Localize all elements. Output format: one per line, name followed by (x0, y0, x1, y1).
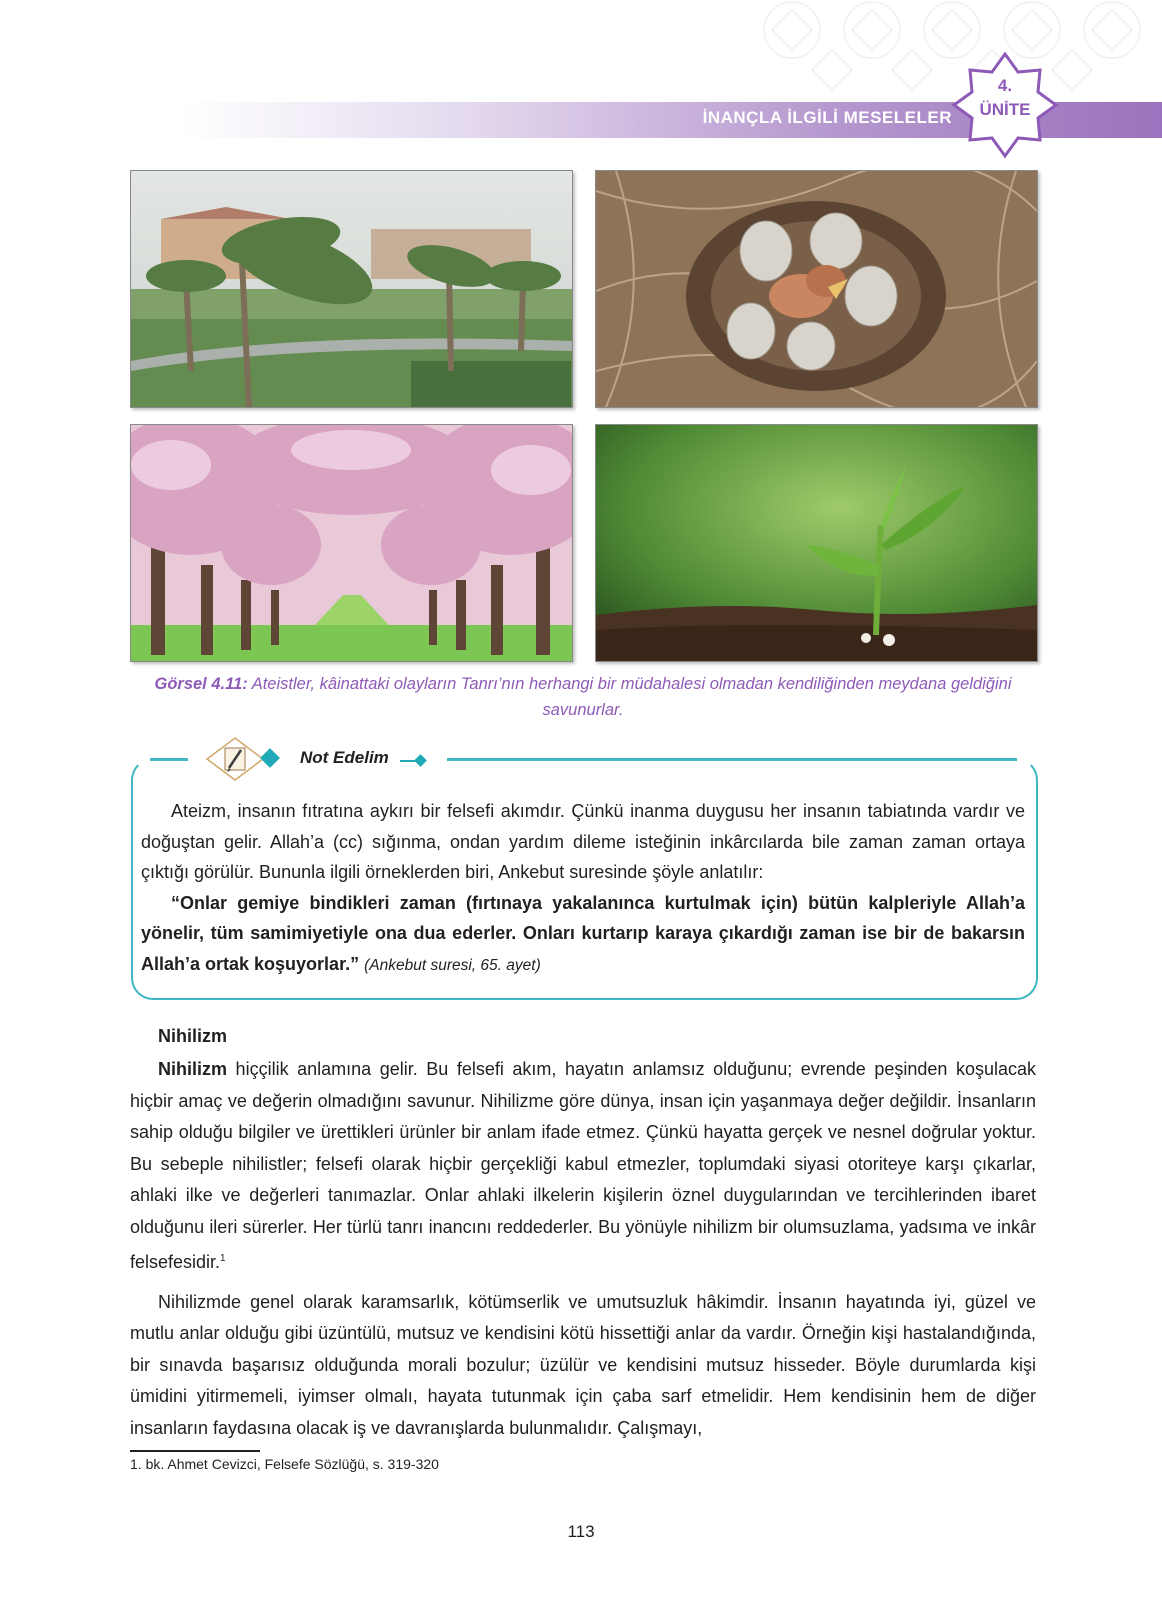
note-quote-text: “Onlar gemiye bindikleri zaman (fırtınaya yakalanınca kurtulmak için) bütün kalpleriyle Allah’a yönelir, tüm samimiyetiyle ona dua ederler. Onları kurtarıp karaya çıkardığı zaman ise bir de bakarsın Allah’a ortak koşuyorlar.” (141, 892, 1025, 974)
section-heading: Nihilizm (158, 1026, 228, 1046)
caption-label: Görsel 4.11: (154, 675, 248, 693)
body-paragraph-1 (130, 1054, 1036, 1279)
note-quote (141, 888, 1025, 982)
hatching-bird-eggs-photo (595, 170, 1038, 408)
sprouting-seedling-photo (595, 424, 1038, 662)
note-title: Not Edelim (300, 748, 389, 767)
footnote: 1. bk. Ahmet Cevizci, Felsefe Sözlüğü, s. 319-320 (130, 1456, 439, 1472)
unit-header-title: İNANÇLA İLGİLİ MESELELER (702, 108, 952, 127)
footnote-divider (130, 1450, 260, 1452)
page-number: 113 (567, 1522, 595, 1541)
note-content (141, 796, 1025, 981)
unit-number: 4. (997, 76, 1013, 95)
term-nihilism: Nihilizm (158, 1059, 228, 1079)
body-paragraph-2: Nihilizmde genel olarak karamsarlık, kötümserlik ve umutsuzluk hâkimdir. İnsanın hayatında iyi, güzel ve mutlu anlar olduğu gibi üzüntülü, mutsuz ve kendisini kötü hissettiği anlar da vardır. Örneğin kişi hastalandığında, bir sınavda başarısız olduğunda morali bozulur; üzülür ve kendisini mutsuz hisseder. Böyle durumlarda kişi ümidini yitirmemeli, iyimser olmalı, hayata tutunmak için çaba sarf etmelidir. Hem kendisinin hem de diğer insanların faydasına olacak iş ve davranışlarda bulunmalıdır. Çalışmayı, (130, 1291, 1036, 1438)
unit-label: ÜNİTE (979, 100, 1031, 119)
note-paragraph: Ateizm, insanın fıtratına aykırı bir felsefi akımdır. Çünkü inanma duygusu her insanın tabiatında vardır ve doğuştan gelir. Allah’a (cc) sığınma, ondan yardım dileme isteğinin inkârcılarda bile zaman zaman ortaya çıktığı görülür. Bununla ilgili örneklerden biri, Ankebut suresinde şöyle anlatılır: (141, 801, 1025, 882)
note-box-top-border-left (150, 758, 188, 761)
notepad-pencil-icon (205, 736, 265, 782)
figure-caption (130, 671, 1036, 723)
note-box-top-border-right (447, 758, 1017, 761)
footnote-reference[interactable]: 1 (220, 1253, 226, 1264)
windy-palm-trees-photo (130, 170, 573, 408)
body-paragraph-1-text: hiççilik anlamına gelir. Bu felsefi akım, hayatın anlamsız olduğunu; evrende peşinden koşulacak hiçbir amaç ve değerin olmadığını savunur. Nihilizme göre dünya, insan için yaşanmaya değer değildir. İnsanların sahip olduğu bilgiler ve ürettikleri ürünler bir anlam ifade etmez. Çünkü hayatta gerçek ve nesnel doğrular yoktur. Bu sebeple nihilistler; felsefi olarak hiçbir gerçekliği kabul etmezler, toplumdaki siyasi otoriteye karşı çıkarlar, ahlaki ilke ve değerleri tanımazlar. Onlar ahlaki ilkelerin kişilerin öznel duygularından ve tercihlerinden ibaret olduğunu ileri sürerler. Her türlü tanrı inancını reddederler. Bu yönüyle nihilizm bir olumsuzlama, yadsıma ve inkâr felsefesidir. (130, 1059, 1036, 1272)
section-body (130, 1054, 1036, 1452)
note-quote-source: (Ankebut suresi, 65. ayet) (364, 956, 541, 974)
blossoming-cherry-trees-photo (130, 424, 573, 662)
caption-text: Ateistler, kâinattaki olayların Tanrı’nın herhangi bir müdahalesi olmadan kendiliğinden meydana geldiğini savunurlar. (247, 675, 1012, 719)
